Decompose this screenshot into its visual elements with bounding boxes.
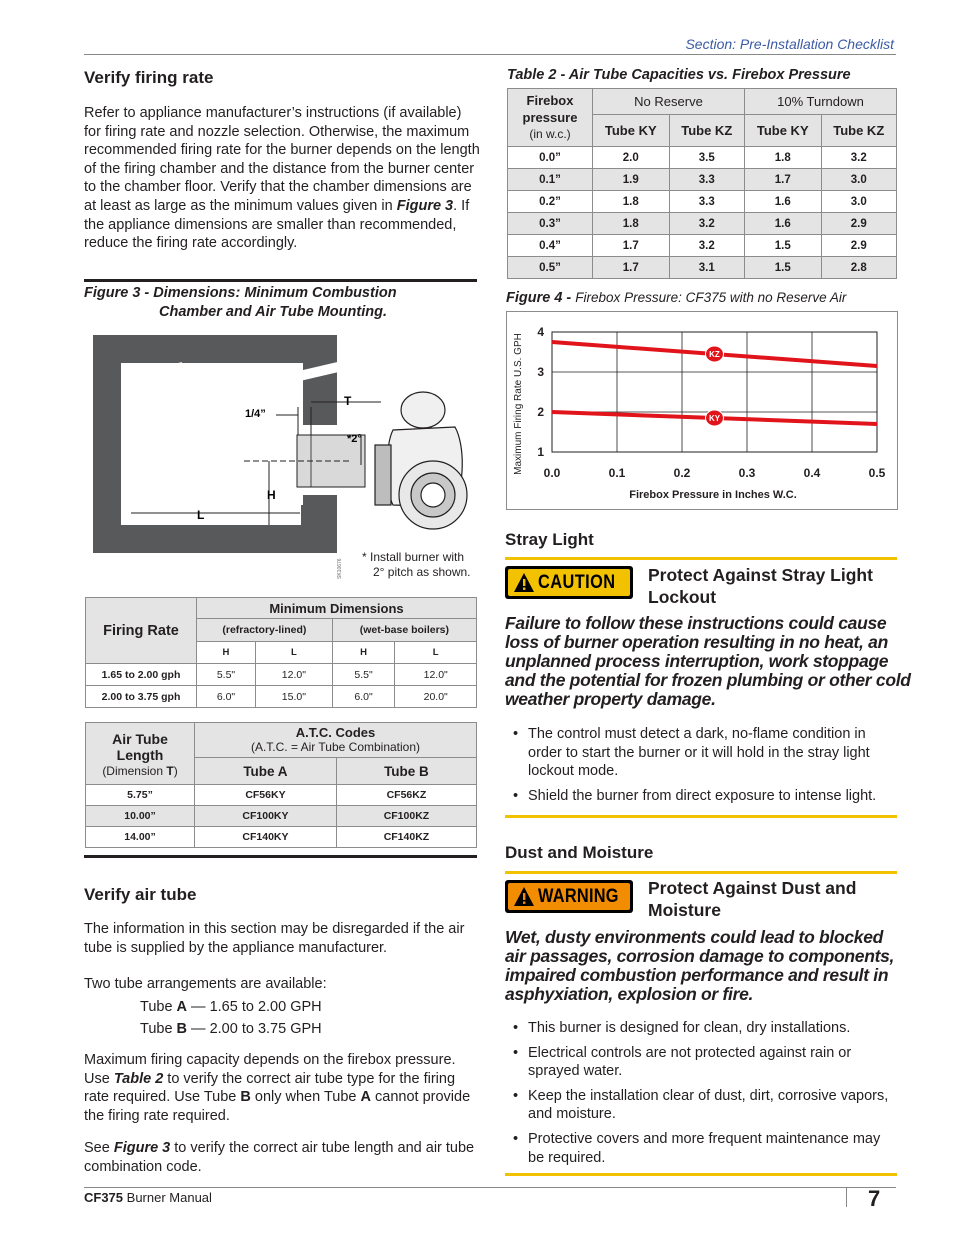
value-cell: 3.0 [821,191,896,213]
header-line: (A.T.C. = Air Tube Combination) [250,740,421,754]
page-number: 7 [868,1186,881,1211]
caution-badge-fill [508,569,630,596]
figure3-caption-line1: Figure 3 - Dimensions: Minimum Combustion [84,285,397,301]
air-tube-paragraph-2: Two tube arrangements are available: [84,976,327,992]
tube-b-header: Tube B [336,758,476,785]
warning-triangle-icon [513,572,535,593]
sub-header-h: H [332,642,395,664]
chart-y-tick-label: 2 [537,405,544,419]
value-cell: 1.5 [744,235,821,257]
pressure-cell: 0.5” [508,257,593,279]
table-row [86,664,477,686]
header-line: Length [116,747,164,763]
value-cell: 6.0" [332,686,395,708]
paragraph-text: only when Tube [250,1089,361,1106]
pressure-cell: 0.2” [508,191,593,213]
dust-bullets [513,1019,897,1167]
value-cell: 1.7 [593,235,670,257]
pressure-cell: 0.0” [508,147,593,169]
value-cell: 1.8 [744,147,821,169]
tube-letter: A [176,999,188,1015]
length-cell: 5.75” [86,785,195,806]
chart-x-tick-label: 0.1 [608,466,626,480]
stray-light-alert-title [648,564,873,608]
dust-warning [505,928,894,1004]
list-item: • The control must detect a dark, no-flame condition in order to start the burner or it will hold in the stray light lockout mode. [513,725,897,781]
header-line: ) [173,764,178,778]
table2-caption: Table 2 - Air Tube Capacities vs. Firebox Pressure [507,67,851,83]
tube-ky-header: Tube KY [593,114,670,146]
model-name: CF375 [84,1190,124,1205]
header-line: pressure [522,110,578,125]
value-cell: 1.6 [744,213,821,235]
list-item: • This burner is designed for clean, dry installations. [513,1019,897,1038]
sub-header-l: L [395,642,477,664]
air-tube-length-header [86,723,195,785]
figure-reference: Figure 3 [113,1140,171,1156]
code-cell: CF100KZ [336,806,476,827]
code-cell: CF140KY [195,827,337,848]
list-item: • Protective covers and more frequent maintenance may be required. [513,1130,897,1167]
table-row [86,827,477,848]
no-reserve-header: No Reserve [593,89,745,115]
value-cell: 1.7 [744,169,821,191]
warning-line: impaired combustion performance and result in [505,965,889,985]
chamber-diagram [93,335,478,585]
warning-line: asphyxiation, explosion or fire. [505,984,754,1004]
air-tube-paragraph-3 [84,1051,479,1125]
minimum-dimensions-table [85,597,477,708]
chart-y-tick-label: 4 [537,325,544,339]
sub-header-h: H [197,642,256,664]
alert-title-line: Lockout [648,587,717,607]
firing-rate-heading: Verify firing rate [84,68,214,87]
warning-line: air passages, corrosion damage to components, [505,946,895,966]
table-row [508,169,897,191]
caution-top-rule [505,557,897,560]
value-cell: 12.0" [395,664,477,686]
warning-triangle-icon [513,886,535,907]
value-cell: 5.5" [332,664,395,686]
tube-a-header: Tube A [195,758,337,785]
warning-badge-fill [508,883,630,910]
chart-x-tick-label: 0.4 [803,466,821,480]
tube-ky-header: Tube KY [744,114,821,146]
table-row [86,806,477,827]
value-cell: 1.8 [593,213,670,235]
warning-line: unplanned process interruption, work stoppage [505,651,889,671]
dust-moisture-heading: Dust and Moisture [505,843,654,862]
paragraph-text: Maximum firing capacity depends on the firebox pressure. Use [84,1052,456,1087]
line-text: Tube [140,1021,177,1037]
firing-rate-header: Firing Rate [86,598,197,664]
value-cell: 2.9 [821,235,896,257]
firebox-pressure-chart [507,312,896,508]
value-cell: 1.5 [744,257,821,279]
paragraph-text: Refer to appliance manufacturer’s instructions (if available) for firing rate and nozzle selection. Otherwise, the maximum recommended firing rate for the burner depends on the length of the firing chamber and the distance from the burner center to the chamber floor. Verify that the chamber dimensions are at least as large as the minimum values given in [84,105,480,214]
chart-series-label-kz: KZ [709,350,720,359]
caution-badge [505,566,633,599]
table-row [86,686,477,708]
t-dimension-label: T [344,394,352,408]
value-cell: 15.0" [255,686,332,708]
stray-light-bullets [513,725,897,805]
code-cell: CF56KY [195,785,337,806]
caption-label: Figure 4 - [506,290,576,306]
chart-y-axis-label: Maximum Firing Rate U.S. GPH [513,333,524,475]
table-row [508,147,897,169]
air-tube-paragraph-1: The information in this section may be disregarded if the air tube is supplied by the appliance manufacturer. [84,921,465,956]
pressure-cell: 0.3” [508,213,593,235]
firing-rate-paragraph [84,104,482,253]
warning-label: WARNING [538,886,619,907]
footer-divider [846,1187,847,1207]
list-item: • Electrical controls are not protected against rain or sprayed water. [513,1044,897,1081]
table-row [508,191,897,213]
tube-a-line [140,998,322,1017]
line-text: — 2.00 to 3.75 GPH [187,1021,322,1037]
length-cell: 10.00” [86,806,195,827]
table-row [508,257,897,279]
pitch-label: *2° [347,433,362,445]
footer-rule [84,1187,896,1188]
table-row [508,235,897,257]
firebox-pressure-header [508,89,593,147]
drawing-code: SK10676 [337,558,343,579]
line-text: Tube [140,999,177,1015]
tube-b-line [140,1020,322,1039]
value-cell: 3.0 [821,169,896,191]
tube-letter: A [360,1089,371,1106]
warning-badge [505,880,633,913]
value-cell: 1.8 [593,191,670,213]
tube-letter: B [176,1021,188,1037]
chart-series-label-ky: KY [708,414,721,423]
air-tube-capacities-table [507,88,897,279]
turndown-header: 10% Turndown [744,89,896,115]
header-line: (in w.c.) [529,127,571,141]
stray-light-heading: Stray Light [505,530,594,549]
paragraph-text: See [84,1140,114,1156]
rate-cell: 1.65 to 2.00 gph [86,664,197,686]
value-cell: 3.3 [669,191,744,213]
atc-codes-table [85,722,477,848]
value-cell: 12.0" [255,664,332,686]
l-dimension-label: L [197,508,205,522]
footer-title [84,1190,212,1205]
header-line: A.T.C. Codes [295,725,376,740]
stray-light-warning [505,614,911,709]
warning-line: loss of burner operation resulting in no heat, an [505,632,888,652]
air-tube-heading: Verify air tube [84,885,197,904]
install-note-line2: 2° pitch as shown. [373,565,471,579]
rate-cell: 2.00 to 3.75 gph [86,686,197,708]
t-label: T [166,764,174,778]
header-line: Air Tube [112,731,168,747]
value-cell: 3.1 [669,257,744,279]
h-dimension-label: H [267,488,276,502]
chart-x-tick-label: 0.2 [673,466,691,480]
value-cell: 20.0" [395,686,477,708]
line-text: — 1.65 to 2.00 GPH [187,999,322,1015]
value-cell: 3.2 [821,147,896,169]
pressure-cell: 0.4” [508,235,593,257]
chart-x-tick-label: 0.3 [738,466,756,480]
air-tube-paragraph-4 [84,1139,479,1176]
value-cell: 3.2 [669,213,744,235]
header-rule [84,54,896,55]
tube-kz-header: Tube KZ [821,114,896,146]
header-line: Firebox [526,93,574,108]
paragraph-text: . If the appliance dimensions are smaller than recommended, reduce the firing rate accordingly. [84,197,470,252]
paragraph-text: to verify the correct air tube type for the firing rate required. Use Tube [84,1070,456,1106]
table-row [508,213,897,235]
quarter-inch-label: 1/4” [245,408,266,420]
alert-title-line: Moisture [648,900,721,920]
value-cell: 6.0" [197,686,256,708]
value-cell: 2.0 [593,147,670,169]
wetbase-header: (wet-base boilers) [332,619,476,642]
install-note-line1: * Install burner with [362,550,465,564]
caution-bottom-rule [505,815,897,818]
value-cell: 2.8 [821,257,896,279]
warning-top-rule [505,871,897,874]
minimum-dimensions-header: Minimum Dimensions [197,598,477,619]
value-cell: 1.7 [593,257,670,279]
chart-x-tick-label: 0.5 [868,466,886,480]
refractory-header: (refractory-lined) [197,619,333,642]
dust-alert-title [648,877,856,921]
list-item: • Shield the burner from direct exposure to intense light. [513,787,897,806]
figure-reference: Figure 3 [396,197,454,214]
install-note [362,550,471,580]
tube-letter: B [240,1089,251,1106]
length-cell: 14.00” [86,827,195,848]
code-cell: CF140KZ [336,827,476,848]
paragraph-text: cannot provide the firing rate required. [84,1089,471,1124]
code-cell: CF100KY [195,806,337,827]
alert-title-line: Protect Against Dust and [648,878,857,898]
figure-rule [84,279,477,282]
list-item: • Keep the installation clear of dust, dirt, corrosive vapors, and moisture. [513,1087,897,1124]
warning-line: weather property damage. [505,689,716,709]
section-header: Section: Pre-Installation Checklist [685,36,894,52]
warning-line: Wet, dusty environments could lead to blocked [505,927,884,947]
table-row [86,785,477,806]
header-line: (Dimension [102,764,167,778]
warning-line: Failure to follow these instructions could cause [505,613,887,633]
value-cell: 1.9 [593,169,670,191]
value-cell: 3.2 [669,235,744,257]
figure3-caption-line2: Chamber and Air Tube Mounting. [159,304,387,320]
caution-label: CAUTION [538,572,616,593]
chart-x-axis-label: Firebox Pressure in Inches W.C. [629,489,797,501]
sub-header-l: L [255,642,332,664]
chart-x-tick-label: 0.0 [543,466,561,480]
value-cell: 2.9 [821,213,896,235]
caption-text: Firebox Pressure: CF375 with no Reserve Air [575,290,847,305]
value-cell: 3.5 [669,147,744,169]
manual-name: Burner Manual [123,1190,212,1205]
value-cell: 5.5" [197,664,256,686]
atc-codes-header [195,723,477,758]
warning-bottom-rule [505,1173,897,1176]
paragraph-text: to verify the correct air tube length and air tube combination code. [84,1140,475,1175]
value-cell: 1.6 [744,191,821,213]
chart-y-tick-label: 3 [537,365,544,379]
warning-line: and the potential for frozen plumbing or other cold [505,670,911,690]
figure4-caption [506,290,846,306]
pressure-cell: 0.1” [508,169,593,191]
alert-title-line: Protect Against Stray Light [648,565,873,585]
figure-bottom-rule [84,855,477,858]
table-reference: Table 2 [113,1070,164,1087]
value-cell: 3.3 [669,169,744,191]
chart-y-tick-label: 1 [537,445,544,459]
tube-kz-header: Tube KZ [669,114,744,146]
code-cell: CF56KZ [336,785,476,806]
